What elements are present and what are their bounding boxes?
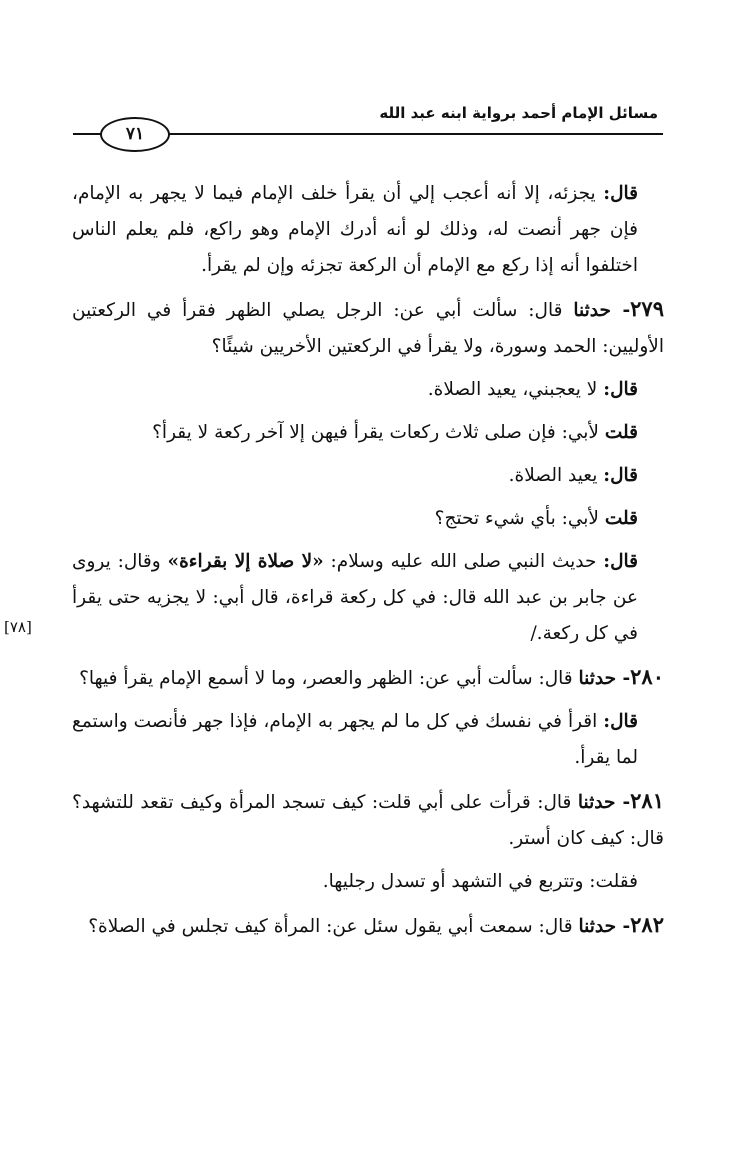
paragraph-text: فقلت: وتتربع في التشهد أو تسدل رجليها. (322, 871, 638, 892)
paragraph-text: قال: سألت أبي عن: الرجل يصلي الظهر فقرأ في الركعتين الأوليين: الحمد وسورة، ولا يقرأ في الركعتين الأخريين شيئًا؟ (72, 300, 664, 357)
narration-keyword: - حدثنا (577, 792, 631, 813)
paragraph-text: قال: سألت أبي عن: الظهر والعصر، وما لا أسمع الإمام يقرأ فيها؟ (79, 668, 579, 689)
paragraph-4 (72, 415, 664, 451)
speaker-keyword: قال: (603, 379, 638, 400)
paragraph-5 (72, 458, 664, 494)
paragraph-7 (72, 544, 664, 652)
narration-keyword: - حدثنا (573, 300, 631, 321)
entry-number: ٢٨٠ (630, 664, 664, 689)
paragraph-text: يعيد الصلاة. (508, 465, 604, 486)
paragraph-text-continued: وقال: يروى عن جابر بن عبد الله قال: في كل ركعة قراءة، قال أبي: لا يجزيه حتى يقرأ في كل ركعة./ (72, 551, 638, 644)
entry-number: ٢٨٢ (630, 912, 664, 937)
paragraph-text: لأبي: فإن صلى ثلاث ركعات يقرأ فيهن إلا آخر ركعة لا يقرأ؟ (152, 422, 605, 443)
page-number: ٧١ (100, 117, 170, 152)
speaker-keyword: قال: (603, 183, 638, 204)
entry-280 (72, 659, 664, 697)
entry-number: ٢٧٩ (630, 296, 664, 321)
paragraph-9 (72, 704, 664, 776)
entry-279 (72, 291, 664, 365)
speaker-keyword: قال: (603, 465, 638, 486)
entry-282 (72, 907, 664, 945)
speaker-keyword: قال: (603, 711, 638, 732)
hadith-quote: «لا صلاة إلا بقراءة» (167, 551, 324, 572)
entry-number: ٢٨١ (630, 788, 664, 813)
paragraph-1 (72, 176, 664, 284)
margin-page-reference: [٧٨] (4, 618, 32, 636)
running-header-title: مسائل الإمام أحمد برواية ابنه عبد الله (379, 104, 658, 122)
paragraph-text: يجزئه، إلا أنه أعجب إلي أن يقرأ خلف الإمام فيما لا يجهر به الإمام، فإن جهر أنصت له، وذلك لو أنه أدرك الإمام وهو راكع، فلم يعلم الناس اختلفوا أنه إذا ركع مع الإمام أن الركعة تجزئه وإن لم يقرأ. (72, 183, 638, 276)
paragraph-3 (72, 372, 664, 408)
speaker-keyword: قال: (603, 551, 639, 572)
paragraph-6 (72, 501, 664, 537)
paragraph-text: قال: سمعت أبي يقول سئل عن: المرأة كيف تجلس في الصلاة؟ (88, 916, 579, 937)
paragraph-text: لا يعجبني، يعيد الصلاة. (427, 379, 604, 400)
narration-keyword: - حدثنا (578, 916, 631, 937)
entry-281 (72, 783, 664, 857)
paragraph-text: قال: قرأت على أبي قلت: كيف تسجد المرأة وكيف تقعد للتشهد؟ قال: كيف كان أستر. (72, 792, 664, 849)
paragraph-11 (72, 864, 664, 900)
speaker-keyword: قلت (604, 508, 638, 529)
paragraph-text: لأبي: بأي شيء تحتج؟ (434, 508, 605, 529)
narration-keyword: - حدثنا (578, 668, 631, 689)
body-text (72, 176, 664, 952)
speaker-keyword: قلت (604, 422, 638, 443)
paragraph-text: اقرأ في نفسك في كل ما لم يجهر به الإمام، فإذا جهر فأنصت واستمع لما يقرأ. (72, 711, 638, 768)
paragraph-text: حديث النبي صلى الله عليه وسلام: (323, 551, 604, 572)
